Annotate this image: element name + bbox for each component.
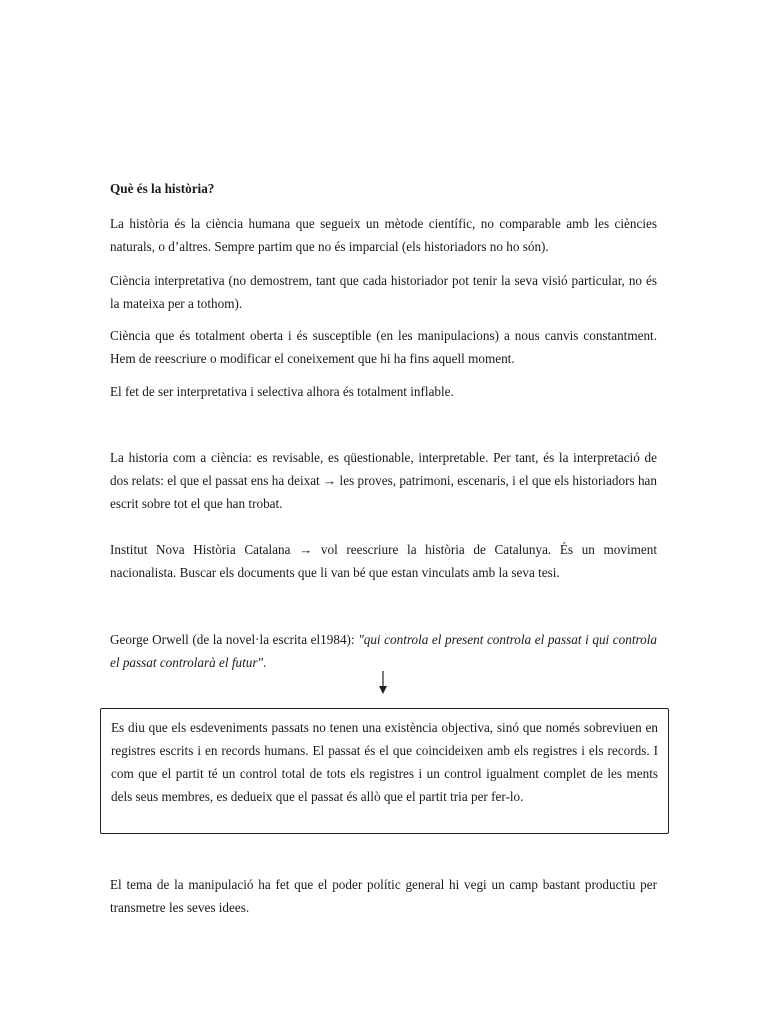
paragraph-institute: Institut Nova Història Catalana → vol reescriure la història de Catalunya. És un moviment nacionalista. Buscar els documents que li van bé que estan vinculats amb la seva tesi.: [110, 542, 657, 580]
quote-box: [100, 708, 669, 834]
paragraph-manipulation: El tema de la manipulació ha fet que el poder polític general hi vegi un camp bastant productiu per transmetre les seves idees.: [110, 877, 657, 915]
document-heading: Què és la història?: [110, 181, 215, 196]
orwell-intro: George Orwell (de la novel·la escrita el1984):: [110, 632, 359, 647]
orwell-end: .: [263, 655, 267, 670]
paragraph-selective: El fet de ser interpretativa i selectiva alhora és totalment inflable.: [110, 384, 454, 399]
paragraph-orwell: [110, 628, 657, 674]
paragraph-history-as-science: La historia com a ciència: es revisable, es qüestionable, interpretable. Per tant, és la interpretació de dos relats: el que el passat ens ha deixat → les proves, patrimoni, escenaris, i el que els historiadors han escrit sobre tot el que han trobat.: [110, 450, 657, 511]
paragraph-interpretative: Ciència interpretativa (no demostrem, tant que cada historiador pot tenir la seva visió particular, no és la mateixa per a tothom).: [110, 273, 657, 311]
down-arrow-icon: [376, 671, 390, 695]
paragraph-definition: La història és la ciència humana que segueix un mètode científic, no comparable amb les ciències naturals, o d’altres. Sempre partim que no és imparcial (els historiadors no ho són).: [110, 216, 657, 254]
orwell-quote: "qui controla el present controla el passat i qui controla el passat controlarà el futur": [110, 632, 657, 670]
boxed-paragraph: Es diu que els esdeveniments passats no tenen una existència objectiva, sinó que només sobreviuen en registres escrits i en records humans. El passat és el que coincideixen amb els registres i els records. I com que el partit té un control total de tots els registres i un control igualment complet de les ments dels seus membres, es dedueix que el passat és allò que el partit tria per fer-lo.: [111, 720, 658, 804]
paragraph-open-science: Ciència que és totalment oberta i és susceptible (en les manipulacions) a nous canvis constantment. Hem de reescriure o modificar el coneixement que hi ha fins aquell moment.: [110, 328, 657, 366]
